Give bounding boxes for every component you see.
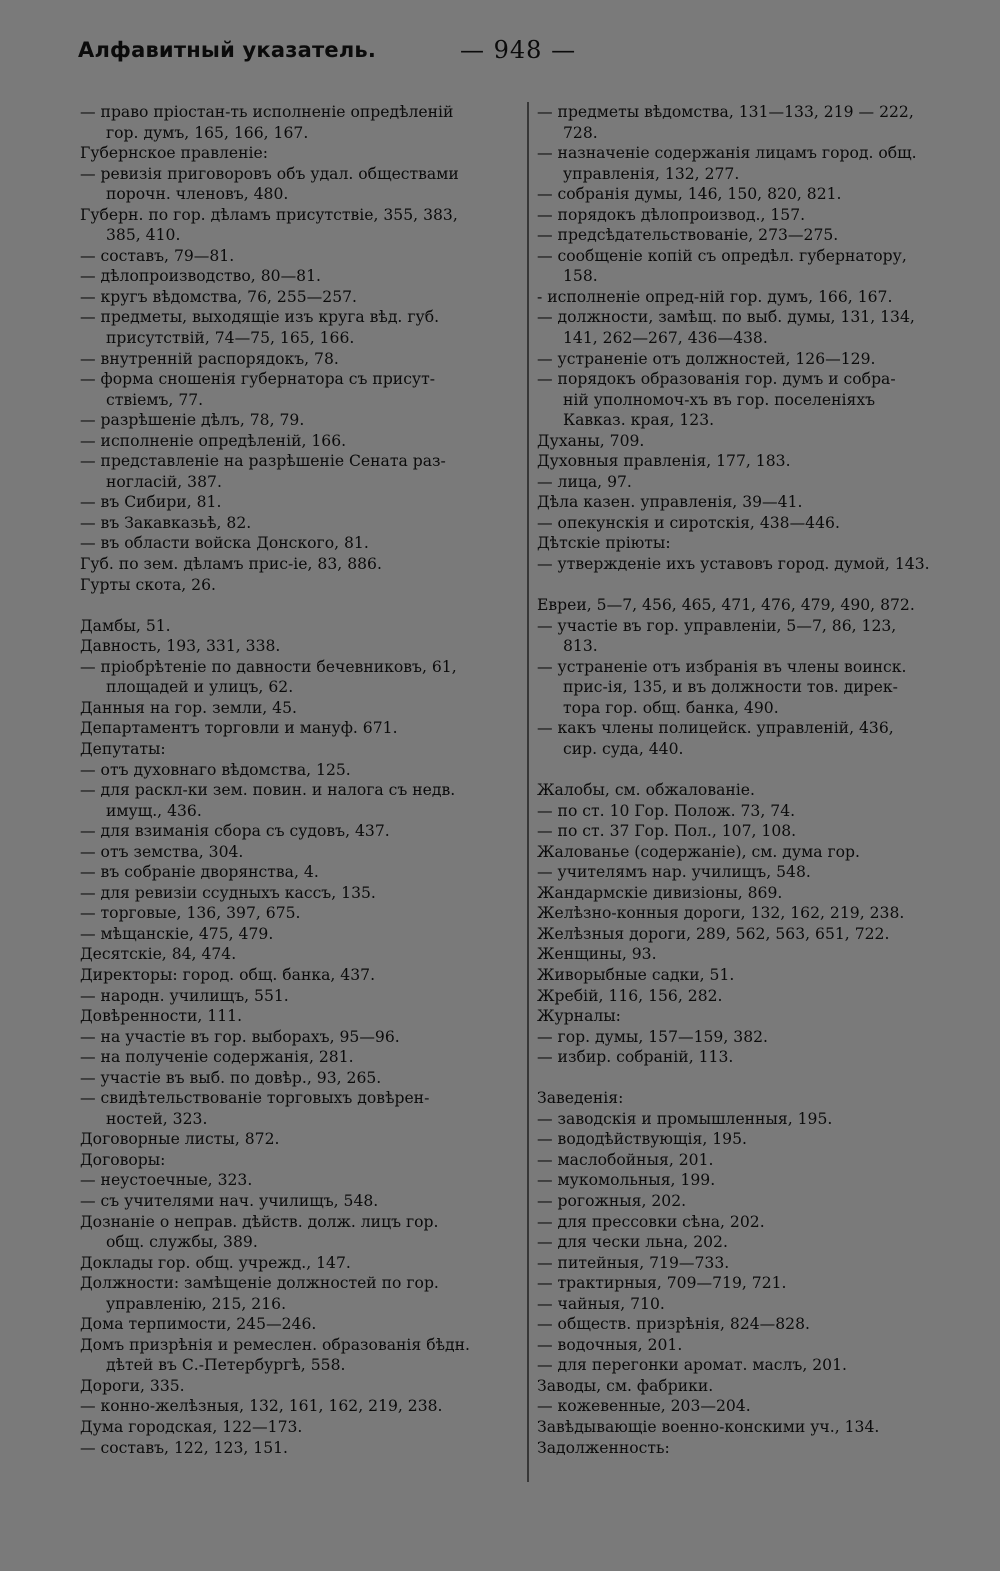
page-header <box>78 38 938 74</box>
index-entry: Доклады гор. общ. учрежд., 147. <box>80 1253 351 1272</box>
index-column-left <box>80 102 528 1458</box>
index-entry-continuation: управленію, 215, 216. <box>106 1294 287 1313</box>
index-entry: Договоры: <box>80 1150 166 1169</box>
index-entry-continuation: дѣтей въ С.-Петербургѣ, 558. <box>106 1356 346 1375</box>
section-gap <box>537 575 969 596</box>
index-entry: Домъ призрѣнія и ремеслен. образованія бѣдн. <box>80 1335 470 1354</box>
index-entry: — лица, 97. <box>537 472 632 491</box>
page-number: — 948 — <box>460 36 577 64</box>
index-entry: Дума городская, 122—173. <box>80 1418 303 1436</box>
index-entry-continuation: гор. думъ, 165, 166, 167. <box>106 123 309 142</box>
index-entry: — для чески льна, 202. <box>537 1233 728 1252</box>
index-entry-continuation: Кавказ. края, 123. <box>563 411 715 430</box>
index-entry: Живорыбные садки, 51. <box>537 965 735 984</box>
index-entry: Договорные листы, 872. <box>80 1130 280 1149</box>
index-entry: — порядокъ дѣлопроизвод., 157. <box>537 205 806 224</box>
index-entry: Дѣла казен. управленія, 39—41. <box>537 493 803 512</box>
index-entry: — трактирныя, 709—719, 721. <box>537 1274 787 1293</box>
index-entry: Должности: замѣщеніе должностей по гор. <box>80 1274 439 1293</box>
index-entry: Журналы: <box>537 1007 621 1026</box>
index-entry: — кругъ вѣдомства, 76, 255—257. <box>80 287 357 306</box>
index-entry: — отъ земства, 304. <box>80 842 244 861</box>
index-entry: — кожевенные, 203—204. <box>537 1397 751 1416</box>
index-entry: Дороги, 335. <box>80 1376 185 1395</box>
index-entry: — народн. училищъ, 551. <box>80 986 289 1005</box>
index-entry: Довѣренности, 111. <box>80 1007 243 1026</box>
index-entry-continuation: присутствій, 74—75, 165, 166. <box>106 329 355 348</box>
index-entry: — ревизія приговоровъ объ удал. обществами <box>80 164 459 183</box>
index-entry: Губернское правленіе: <box>80 144 268 163</box>
index-entry: — отъ духовнаго вѣдомства, 125. <box>80 760 351 779</box>
index-entry-continuation: 141, 262—267, 436—438. <box>563 329 768 348</box>
index-entry: — вододѣйствующія, 195. <box>537 1130 747 1149</box>
index-entry: — предметы, выходящіе изъ круга вѣд. губ. <box>80 308 440 327</box>
index-entry-continuation: ній уполномоч-хъ въ гор. поселеніяхъ <box>563 390 876 409</box>
index-entry: — заводскія и промышленныя, 195. <box>537 1109 833 1128</box>
index-entry: Заводы, см. фабрики. <box>537 1376 714 1395</box>
index-entry: — торговые, 136, 397, 675. <box>80 904 301 923</box>
index-entry: — на полученіе содержанія, 281. <box>80 1048 354 1067</box>
index-entry: — участіе въ выб. по довѣр., 93, 265. <box>80 1068 382 1087</box>
index-entry: — учителямъ нар. училищъ, 548. <box>537 863 811 882</box>
index-entry: — исполненіе опредѣленій, 166. <box>80 431 347 450</box>
index-entry: — мѣщанскіе, 475, 479. <box>80 924 274 943</box>
index-entry: Давность, 193, 331, 338. <box>80 637 281 656</box>
index-entry: Дознаніе о неправ. дѣйств. долж. лицъ гор. <box>80 1212 439 1231</box>
index-entry-continuation: порочн. членовъ, 480. <box>106 185 289 204</box>
index-entry: — участіе въ гор. управленіи, 5—7, 86, 123, <box>537 616 897 635</box>
section-gap <box>80 595 528 616</box>
index-entry-continuation: 813. <box>563 637 598 656</box>
index-entry: — по ст. 37 Гор. Пол., 107, 108. <box>537 822 797 841</box>
index-entry: — питейныя, 719—733. <box>537 1253 730 1272</box>
index-entry-continuation: тора гор. общ. банка, 490. <box>563 698 779 717</box>
index-entry: Департаментъ торговли и мануф. 671. <box>80 719 398 738</box>
index-entry-continuation: ностей, 323. <box>106 1109 208 1128</box>
index-entry: — для раскл-ки зем. повин. и налога съ недв. <box>80 781 456 800</box>
index-entry: — неустоечные, 323. <box>80 1171 253 1190</box>
index-entry: — рогожныя, 202. <box>537 1191 687 1210</box>
index-entry: — для ревизіи ссудныхъ кассъ, 135. <box>80 883 376 902</box>
index-entry: Дамбы, 51. <box>80 616 171 635</box>
index-entry: — дѣлопроизводство, 80—81. <box>80 267 321 286</box>
index-entry-continuation: прис-ія, 135, и въ должности тов. дирек- <box>563 678 898 697</box>
index-entry: — разрѣшеніе дѣлъ, 78, 79. <box>80 411 305 430</box>
index-entry-continuation: управленія, 132, 277. <box>563 164 740 183</box>
index-entry: — для перегонки аромат. маслъ, 201. <box>537 1356 847 1375</box>
index-entry-continuation: общ. службы, 389. <box>106 1233 258 1252</box>
index-entry: Губерн. по гор. дѣламъ присутствіе, 355, 383, <box>80 205 458 224</box>
index-entry: — внутренній распорядокъ, 78. <box>80 349 339 368</box>
index-entry: — составъ, 79—81. <box>80 246 235 265</box>
index-entry: — представленіе на разрѣшеніе Сената раз- <box>80 452 446 471</box>
index-entry: Жребій, 116, 156, 282. <box>537 986 723 1005</box>
index-entry: Жалованье (содержаніе), см. дума гор. <box>537 842 860 861</box>
index-entry: — какъ члены полицейск. управленій, 436, <box>537 719 894 738</box>
index-entry: — опекунскія и сиротскія, 438—446. <box>537 513 840 532</box>
index-entry: — маслобойныя, 201. <box>537 1150 714 1169</box>
index-entry: Директоры: город. общ. банка, 437. <box>80 965 376 984</box>
index-entry: — порядокъ образованія гор. думъ и собра- <box>537 370 896 389</box>
index-entry: — обществ. призрѣнія, 824—828. <box>537 1315 810 1334</box>
index-entry: Данныя на гор. земли, 45. <box>80 698 297 717</box>
index-entry: — устраненіе отъ должностей, 126—129. <box>537 349 876 368</box>
index-entry-continuation: ствіемъ, 77. <box>106 390 204 409</box>
index-entry: — должности, замѣщ. по выб. думы, 131, 134, <box>537 308 915 327</box>
index-entry: - исполненіе опред-ній гор. думъ, 166, 167. <box>537 287 893 306</box>
index-entry-continuation: 385, 410. <box>106 226 181 245</box>
index-entry: — гор. думы, 157—159, 382. <box>537 1027 768 1046</box>
index-entry: Желѣзно-конныя дороги, 132, 162, 219, 238. <box>537 904 905 923</box>
index-entry: Духаны, 709. <box>537 431 645 450</box>
section-gap <box>537 760 969 781</box>
index-entry: — мукомольныя, 199. <box>537 1171 716 1190</box>
index-entry: Евреи, 5—7, 456, 465, 471, 476, 479, 490, 872. <box>537 596 915 615</box>
index-entry: Дѣтскіе пріюты: <box>537 534 671 553</box>
index-entry: — въ собраніе дворянства, 4. <box>80 863 319 882</box>
index-entry: — конно-желѣзныя, 132, 161, 162, 219, 238. <box>80 1397 443 1416</box>
index-entry: — предсѣдательствованіе, 273—275. <box>537 226 839 245</box>
index-entry: — избир. собраній, 113. <box>537 1048 734 1067</box>
index-entry: — сообщеніе копій съ опредѣл. губернатору, <box>537 246 907 265</box>
index-title: Алфавитный указатель. <box>78 38 377 62</box>
index-entry: — по ст. 10 Гор. Полож. 73, 74. <box>537 801 796 820</box>
index-entry: Желѣзныя дороги, 289, 562, 563, 651, 722. <box>537 924 890 943</box>
index-entry: — въ Закавказьѣ, 82. <box>80 513 252 532</box>
index-entry: Десятскіе, 84, 474. <box>80 945 237 964</box>
index-entry: Женщины, 93. <box>537 945 657 964</box>
index-entry: Губ. по зем. дѣламъ прис-іе, 83, 886. <box>80 555 382 574</box>
index-entry-continuation: 728. <box>563 123 598 142</box>
index-entry: Жандармскіе дивизіоны, 869. <box>537 883 783 902</box>
index-entry: — для взиманія сбора съ судовъ, 437. <box>80 822 390 841</box>
index-entry: Завѣдывающіе военно-конскими уч., 134. <box>537 1418 880 1436</box>
index-entry: — пріобрѣтеніе по давности бечевниковъ, 61, <box>80 657 457 676</box>
index-entry: — назначеніе содержанія лицамъ город. общ. <box>537 144 917 163</box>
index-entry: — чайныя, 710. <box>537 1294 665 1313</box>
index-entry: — водочныя, 201. <box>537 1335 683 1354</box>
index-entry: — въ Сибири, 81. <box>80 493 222 512</box>
index-entry-continuation: 158. <box>563 267 598 286</box>
index-entry: Жалобы, см. обжалованіе. <box>537 781 755 800</box>
index-column-right <box>537 102 969 1458</box>
index-entry-continuation: ногласій, 387. <box>106 472 222 491</box>
index-entry: — собранія думы, 146, 150, 820, 821. <box>537 185 842 204</box>
index-entry: Депутаты: <box>80 739 166 758</box>
section-gap <box>537 1068 969 1089</box>
index-entry: — съ учителями нач. училищъ, 548. <box>80 1191 379 1210</box>
index-entry: — на участіе въ гор. выборахъ, 95—96. <box>80 1027 400 1046</box>
index-entry: — для прессовки сѣна, 202. <box>537 1212 765 1231</box>
index-entry: — устраненіе отъ избранія въ члены воинск. <box>537 657 907 676</box>
index-entry: Дома терпимости, 245—246. <box>80 1315 317 1334</box>
index-entry: Задолженность: <box>537 1438 670 1457</box>
index-entry: — право пріостан-ть исполненіе опредѣленій <box>80 103 454 121</box>
index-entry-continuation: площадей и улицъ, 62. <box>106 678 294 697</box>
index-entry: — составъ, 122, 123, 151. <box>80 1438 289 1457</box>
index-entry: — форма сношенія губернатора съ присут- <box>80 370 435 389</box>
index-entry: Заведенія: <box>537 1089 624 1108</box>
index-entry: — свидѣтельствованіе торговыхъ довѣрен- <box>80 1089 430 1108</box>
index-entry-continuation: сир. суда, 440. <box>563 739 684 758</box>
index-entry: — утвержденіе ихъ уставовъ город. думой, 143. <box>537 555 930 574</box>
index-entry: — предметы вѣдомства, 131—133, 219 — 222, <box>537 103 914 121</box>
index-entry: Духовныя правленія, 177, 183. <box>537 452 791 471</box>
index-entry: Гурты скота, 26. <box>80 575 216 594</box>
index-entry-continuation: имущ., 436. <box>106 801 202 820</box>
column-divider <box>527 102 529 1482</box>
index-entry: — въ области войска Донского, 81. <box>80 534 369 553</box>
